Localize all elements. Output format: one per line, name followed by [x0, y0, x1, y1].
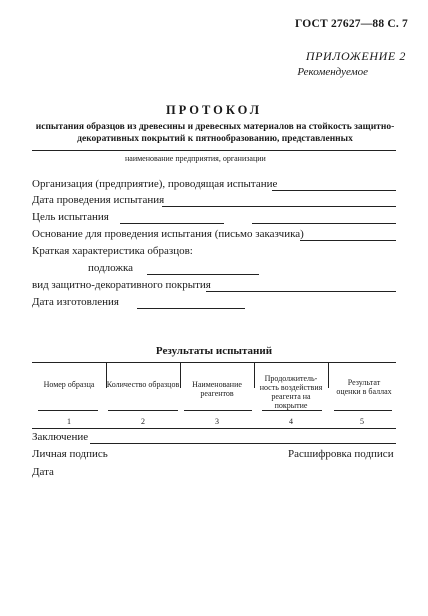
table-bottom-rule [32, 428, 396, 429]
test-date-field-line [162, 206, 396, 207]
organization-field-line [272, 190, 396, 191]
standard-header: ГОСТ 27627—88 С. 7 [295, 18, 408, 30]
organization-label: Организация (предприятие), проводящая испытание [32, 178, 278, 190]
column-number-4: 4 [289, 417, 293, 426]
manufacture-date-field-line [137, 308, 245, 309]
column-header-result: Результат оценки в баллах [336, 378, 392, 396]
substrate-label: подложка [88, 262, 134, 274]
substrate-field-line [147, 274, 259, 275]
date-label: Дата [32, 466, 54, 478]
column-underline-5 [334, 410, 392, 411]
column-header-count: Количество образцов [106, 380, 180, 389]
column-number-2: 2 [141, 417, 145, 426]
column-header-duration: Продолжитель-ность воздействия реагента на покрытие [259, 374, 323, 410]
coating-type-label: вид защитно-декоративного покрытия [32, 279, 211, 291]
table-divider-4 [328, 362, 329, 388]
appendix-label: ПРИЛОЖЕНИЕ 2 [305, 49, 406, 63]
basis-label: Основание для проведения испытания (письмо заказчика) [32, 228, 304, 240]
column-underline-4 [262, 410, 322, 411]
column-number-5: 5 [360, 417, 364, 426]
purpose-label: Цель испытания [32, 211, 109, 223]
purpose-field-line-1 [120, 223, 224, 224]
table-top-rule [32, 362, 396, 363]
table-divider-3 [254, 362, 255, 388]
column-underline-3 [184, 410, 252, 411]
coating-type-field-line [206, 291, 396, 292]
conclusion-label: Заключение [32, 431, 89, 443]
column-number-1: 1 [67, 417, 71, 426]
column-number-3: 3 [215, 417, 219, 426]
basis-field-line [300, 240, 396, 241]
test-date-label: Дата проведения испытания [32, 194, 165, 206]
purpose-field-line-2 [252, 223, 396, 224]
column-header-reagents: Наименование реагентов [192, 380, 242, 398]
conclusion-field-line [90, 443, 396, 444]
signature-decode-label: Расшифровка подписи [288, 448, 394, 460]
column-underline-2 [108, 410, 178, 411]
characteristics-label: Краткая характеристика образцов: [32, 245, 193, 257]
protocol-title: ПРОТОКОЛ [165, 103, 263, 117]
manufacture-date-label: Дата изготовления [32, 296, 119, 308]
signature-label: Личная подпись [32, 448, 108, 460]
results-title: Результаты испытаний [155, 345, 273, 357]
organization-name-line [32, 150, 396, 151]
column-header-number: Номер образца [43, 380, 95, 389]
column-underline-1 [38, 410, 98, 411]
organization-caption: наименование предприятия, организации [125, 154, 266, 163]
appendix-status: Рекомендуемое [297, 66, 368, 78]
protocol-subtitle: испытания образцов из древесины и древесных материалов на стойкость защитно-декоративных покрытий к пятнообразованию, представленных [35, 122, 395, 144]
